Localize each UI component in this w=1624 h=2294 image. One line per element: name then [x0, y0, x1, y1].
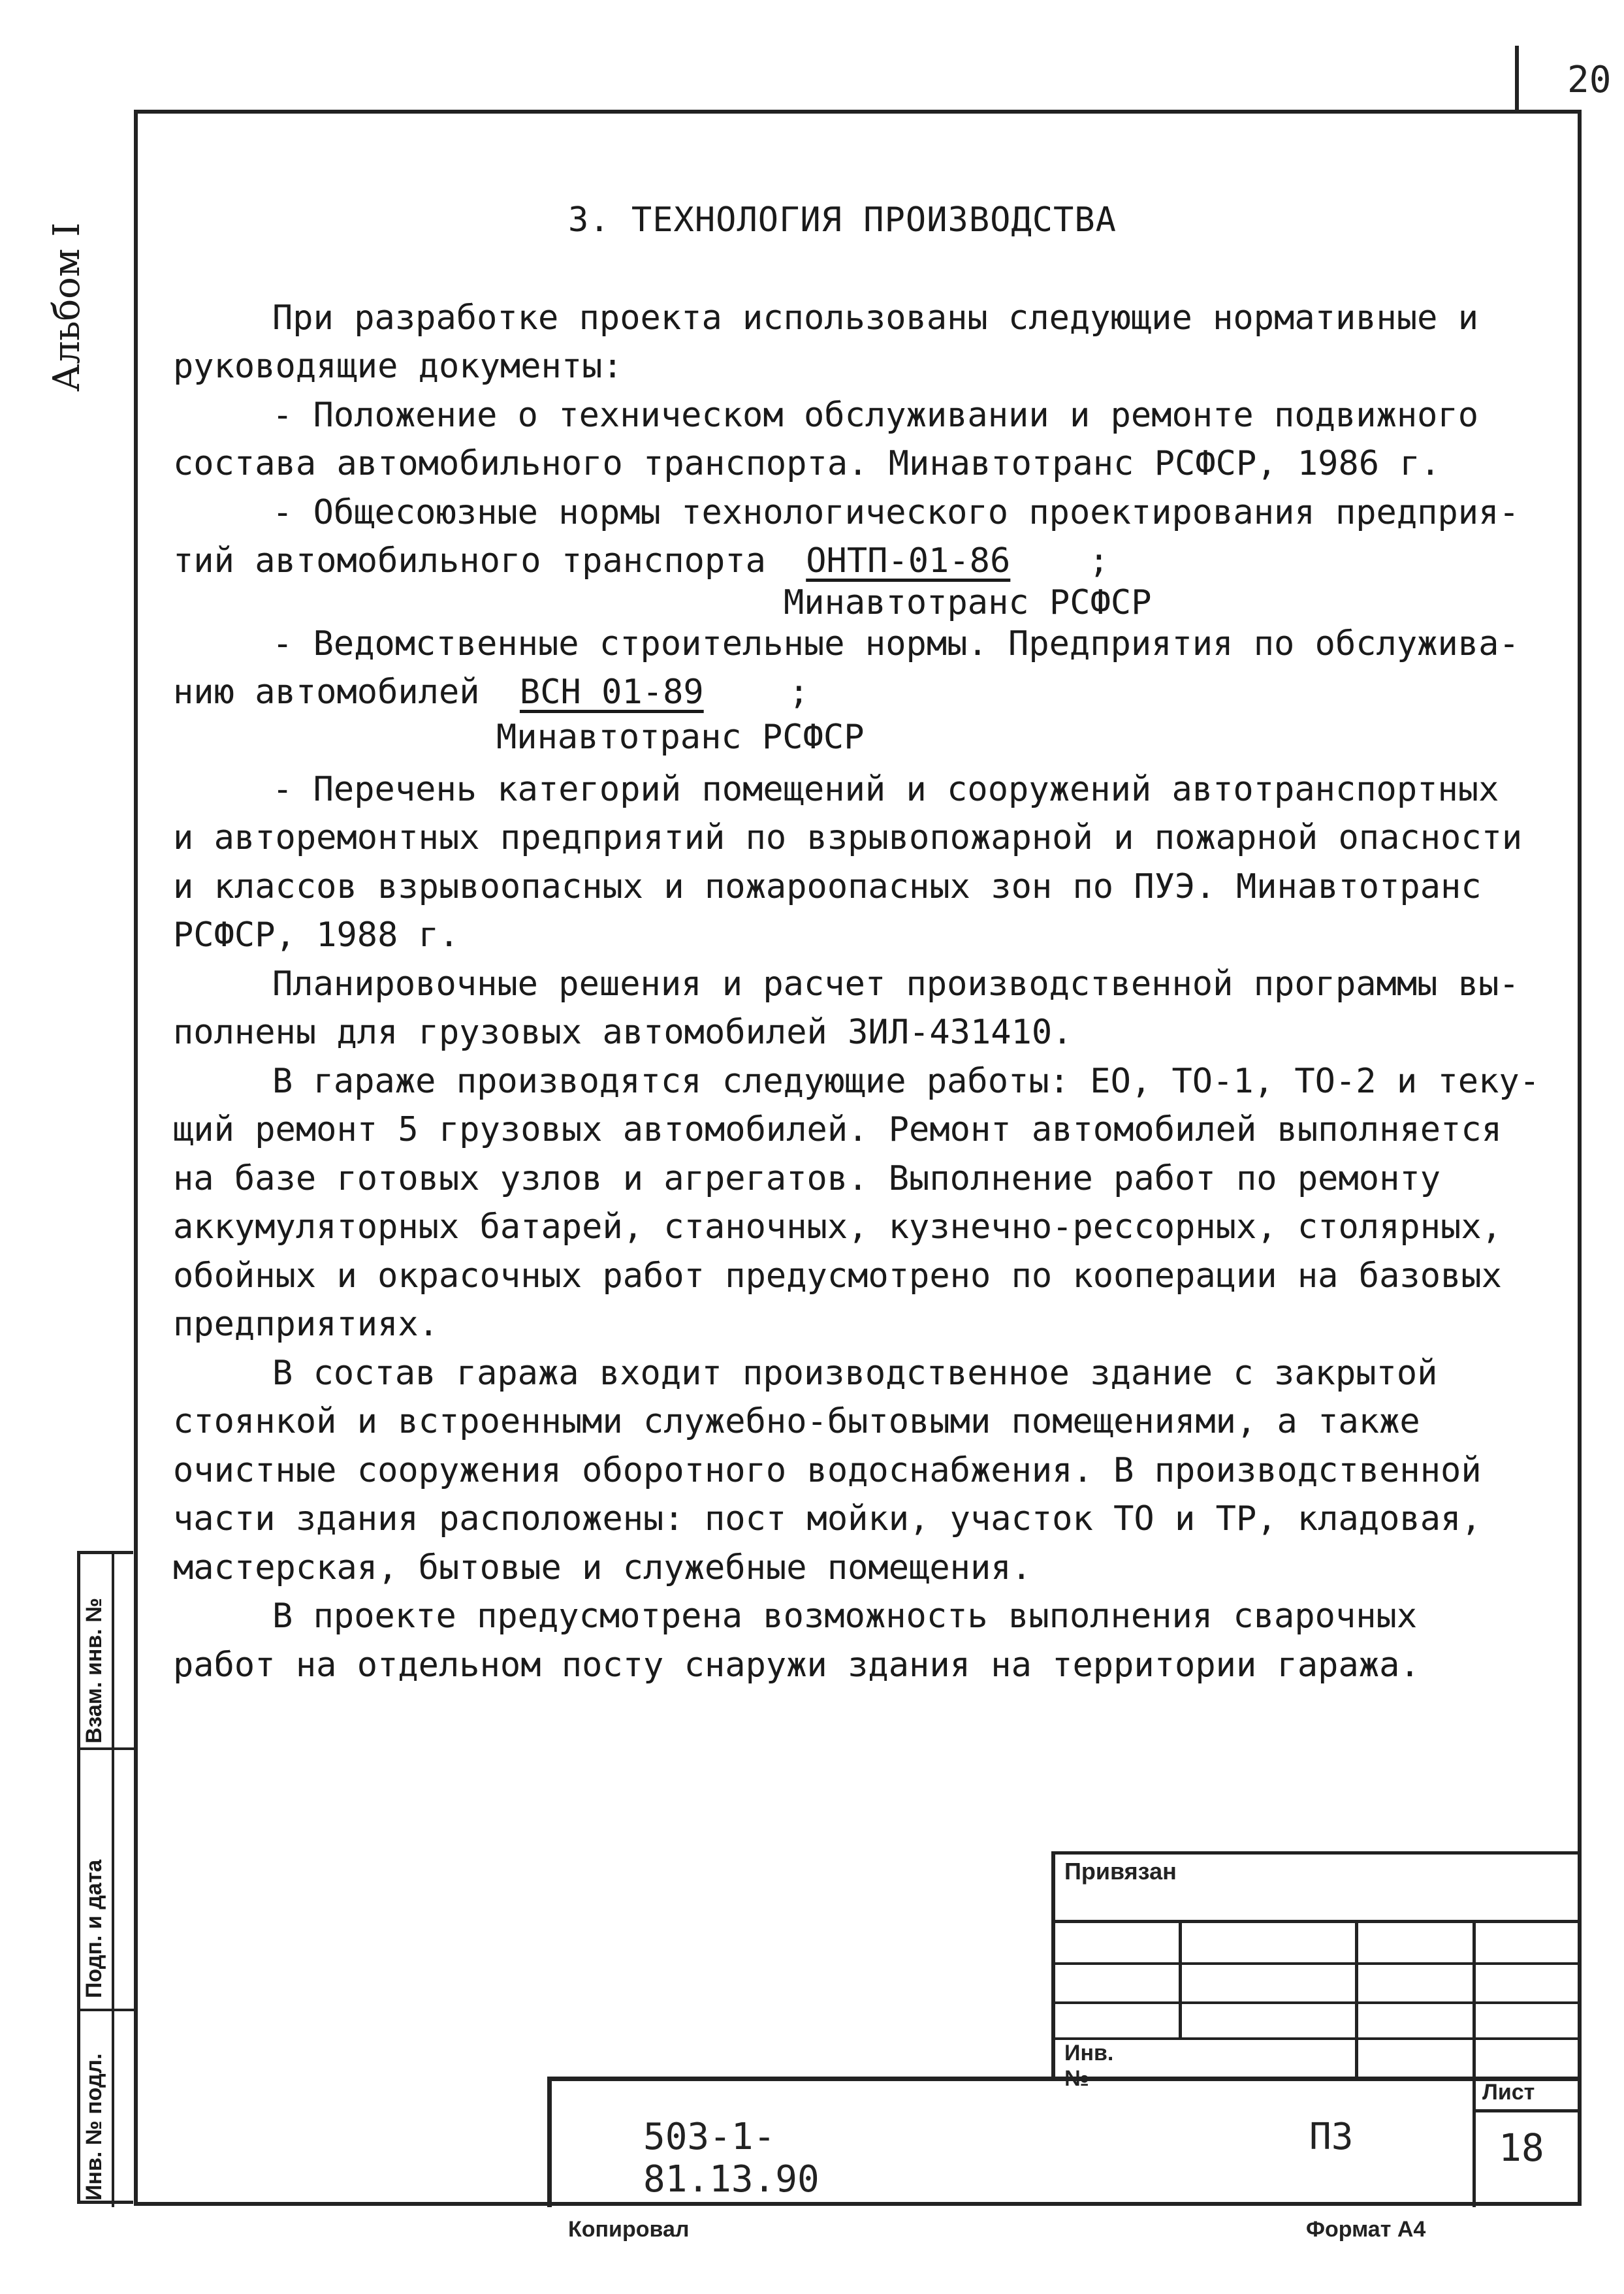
doc-item-line: и классов взрывоопасных и пожароопасных зон по ПУЭ. Минавтотранс [173, 867, 1482, 906]
tied-label: Привязан [1064, 1858, 1177, 1885]
doc-item-line: - Положение о техническом обслуживании и ремонте подвижного [272, 395, 1479, 435]
paragraph-line: работ на отдельном посту снаружи здания на территории гаража. [173, 1645, 1420, 1685]
norm-issuer: Минавтотранс РСФСР [496, 717, 865, 757]
copied-label: Копировал [568, 2217, 690, 2242]
paragraph-line: щий ремонт 5 грузовых автомобилей. Ремонт автомобилей выполняется [173, 1110, 1502, 1149]
paragraph-line: В состав гаража входит производственное здание с закрытой [272, 1353, 1438, 1393]
document-body [173, 196, 1540, 1689]
corner-tick [1515, 46, 1519, 111]
paragraph-line: мастерская, бытовые и служебные помещения. [173, 1548, 1032, 1587]
doc-item-prefix: нию автомобилей [173, 673, 480, 712]
document-type: ПЗ [1309, 2116, 1354, 2158]
intro-line: руководящие документы: [173, 347, 623, 386]
paragraph-line: В проекте предусмотрена возможность выполнения сварочных [272, 1597, 1418, 1636]
doc-item-line: и авторемонтных предприятий по взрывопожарной и пожарной опасности [173, 818, 1523, 857]
section-title: 3. ТЕХНОЛОГИЯ ПРОИЗВОДСТВА [568, 200, 1117, 240]
left-stamp-column [77, 1551, 133, 2204]
doc-item-line: состава автомобильного транспорта. Минавтотранс РСФСР, 1986 г. [173, 444, 1441, 483]
paragraph-line: стоянкой и встроенными служебно-бытовыми помещениями, а также [173, 1402, 1420, 1441]
sign-date-label: Подп. и дата [82, 1859, 106, 1998]
paragraph-line: аккумуляторных батарей, станочных, кузнечно-рессорных, столярных, [173, 1207, 1502, 1247]
corner-sheet-number: 20 [1567, 59, 1612, 101]
inv-original-label: Инв. № подл. [82, 2053, 106, 2201]
format-label: Формат А4 [1306, 2217, 1426, 2242]
norm-code: ВСН 01-89 [519, 673, 704, 712]
paragraph-line: полнены для грузовых автомобилей ЗИЛ-431410. [173, 1013, 1073, 1052]
paragraph-line: обойных и окрасочных работ предусмотрено по кооперации на базовых [173, 1256, 1502, 1296]
sheet-number: 18 [1499, 2126, 1544, 2170]
paragraph-line: Планировочные решения и расчет производственной программы вы- [272, 964, 1520, 1004]
paragraph-line: части здания расположены: пост мойки, участок ТО и ТР, кладовая, [173, 1499, 1482, 1538]
doc-item-line: - Ведомственные строительные нормы. Предприятия по обслужива- [272, 624, 1520, 663]
left-stamp-cell-sign [80, 1750, 136, 2011]
doc-item-line: нию автомобилей ВСН 01-89 ; [173, 673, 809, 712]
inv-label: Инв. № [1064, 2041, 1114, 2091]
norm-issuer: Минавтотранс РСФСР [784, 582, 1152, 622]
left-stamp-cell-replace [80, 1554, 136, 1750]
paragraph-line: предприятиях. [173, 1305, 439, 1344]
left-stamp-cell-inv [80, 2011, 136, 2204]
album-label: Альбом I [46, 222, 88, 392]
doc-item-line: - Перечень категорий помещений и сооружений автотранспортных [272, 769, 1499, 809]
paragraph-line: на базе готовых узлов и агрегатов. Выполнение работ по ремонту [173, 1158, 1441, 1198]
doc-item-line: тий автомобильного транспорта ОНТП-01-86 ; [173, 541, 1109, 581]
paragraph-line: очистные сооружения оборотного водоснабжения. В производственной [173, 1450, 1482, 1490]
sheet-label: Лист [1482, 2080, 1535, 2105]
doc-item-prefix: тий автомобильного транспорта [173, 541, 766, 581]
doc-item-line: РСФСР, 1988 г. [173, 916, 460, 955]
intro-line: При разработке проекта использованы следующие нормативные и [272, 298, 1479, 338]
paragraph-line: В гараже производятся следующие работы: ЕО, ТО-1, ТО-2 и теку- [272, 1061, 1540, 1101]
replace-inv-label: Взам. инв. № [82, 1597, 106, 1744]
doc-item-line: - Общесоюзные нормы технологического проектирования предприя- [272, 492, 1520, 532]
norm-code: ОНТП-01-86 [806, 541, 1011, 581]
document-code: 503-1-81.13.90 [643, 2116, 820, 2201]
